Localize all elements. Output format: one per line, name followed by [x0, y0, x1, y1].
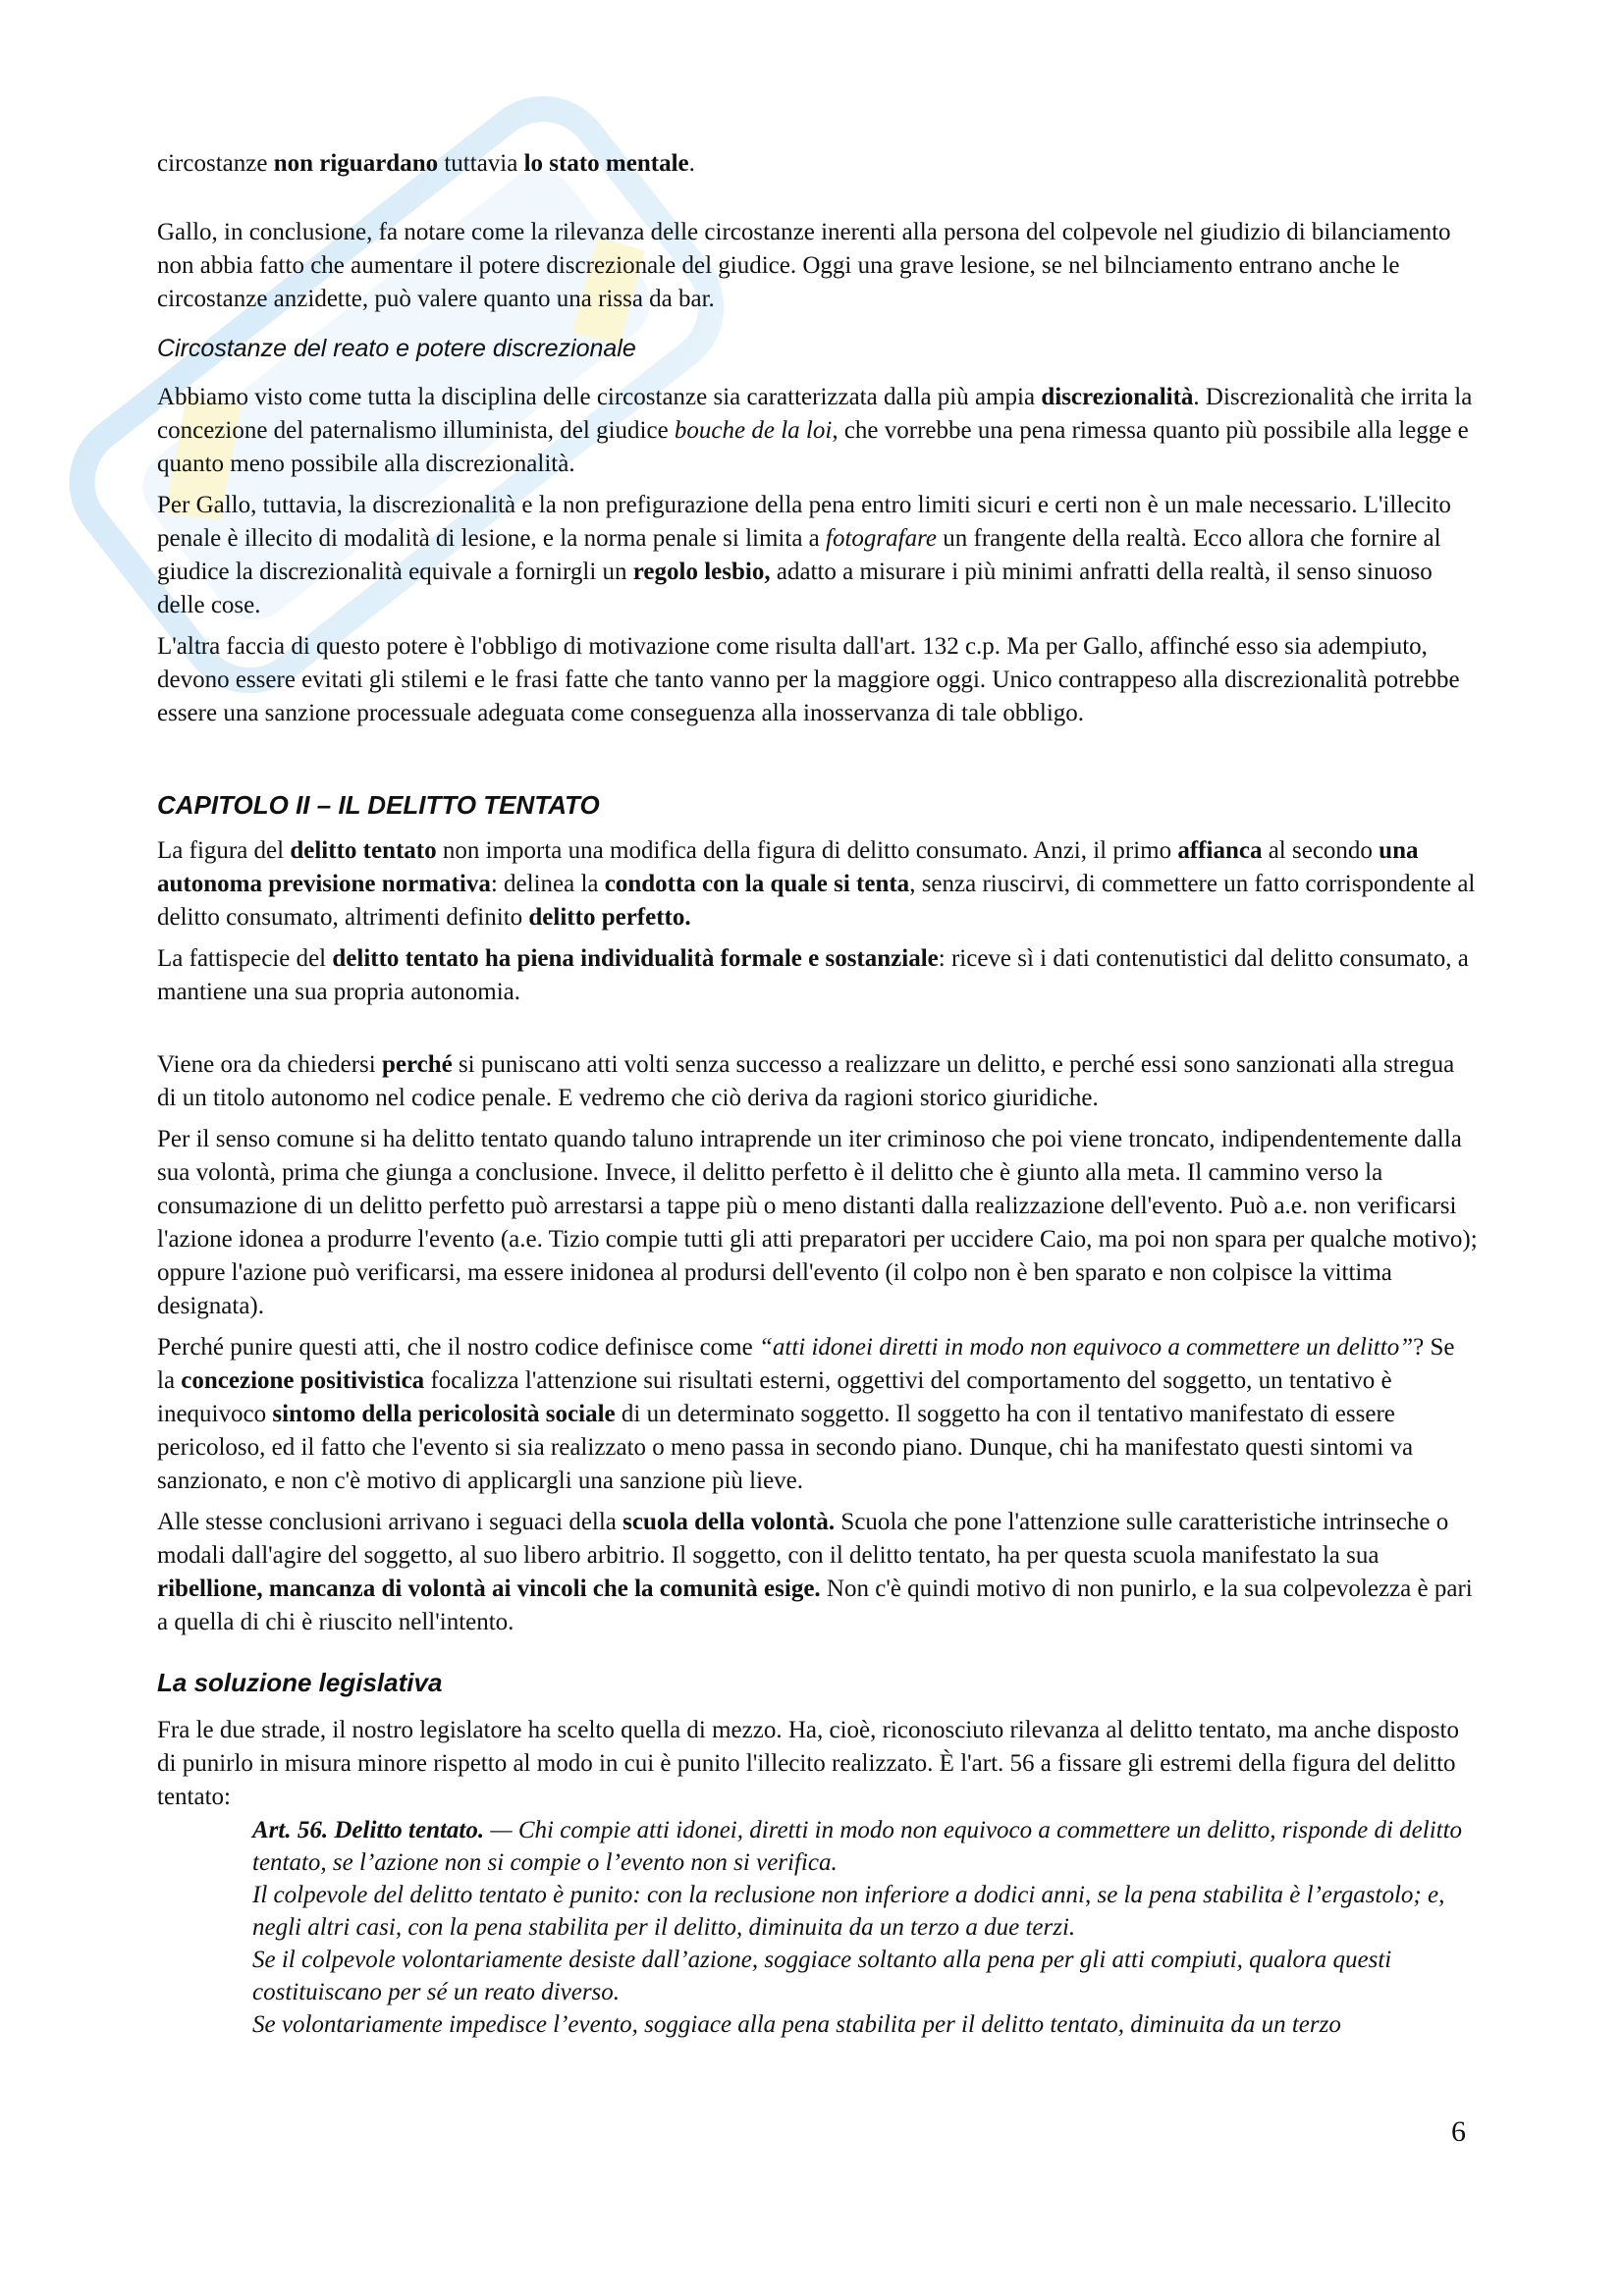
section-heading-discrezionalita: Circostanze del reato e potere discrezionale	[157, 335, 636, 362]
quote-paragraph-4: Se volontariamente impedisce l’evento, soggiace alla pena stabilita per il delitto tentato, diminuita da un terzo	[252, 2011, 1341, 2038]
paragraph-11: Alle stesse conclusioni arrivano i seguaci della scuola della volontà. Scuola che pone l'attenzione sulle caratteristiche intrinseche o modali dall'agire del soggetto, al suo libero arbitrio. Il soggetto, con il delitto tentato, ha per questa scuola manifestato la sua ribellione, mancanza di volontà ai vincoli che la comunità esige. Non c'è quindi motivo di non punirlo, e la sua colpevolezza è pari a quella di chi è riuscito nell'intento.	[157, 1509, 1473, 1635]
paragraph-7: La fattispecie del delitto tentato ha piena individualità formale e sostanziale: riceve sì i dati contenutistici dal delitto consumato, a mantiene una sua propria autonomia.	[157, 945, 1469, 1005]
quote-paragraph-3: Se il colpevole volontariamente desiste dall’azione, soggiace soltanto alla pena per gli atti compiuti, qualora questi costituiscano per sé un reato diverso.	[252, 1947, 1392, 2005]
paragraph-2: Gallo, in conclusione, fa notare come la rilevanza delle circostanze inerenti alla persona del colpevole nel giudizio di bilanciamento non abbia fatto che aumentare il potere discrezionale del giudice. Oggi una grave lesione, se nel bilnciamento entrano anche le circostanze anzidette, può valere quanto una rissa da bar.	[157, 219, 1451, 312]
paragraph-5: L'altra faccia di questo potere è l'obbligo di motivazione come risulta dall'art. 132 c.p. Ma per Gallo, affinché esso sia adempiuto, devono essere evitati gli stilemi e le frasi fatte che tanto vanno per la maggiore oggi. Unico contrappeso alla discrezionalità potrebbe essere una sanzione processuale adeguata come conseguenza alla inosservanza di tale obbligo.	[157, 633, 1460, 726]
document-page	[157, 147, 1478, 2041]
paragraph-12: Fra le due strade, il nostro legislatore ha scelto quella di mezzo. Ha, cioè, riconosciuto rilevanza al delitto tentato, ma anche disposto di punirlo in misura minore rispetto al modo in cui è punito l'illecito realizzato. È l'art. 56 a fissare gli estremi della figura del delitto tentato:	[157, 1717, 1459, 1810]
chapter-heading: CAPITOLO II – IL DELITTO TENTATO	[157, 790, 600, 820]
paragraph-8: Viene ora da chiedersi perché si puniscano atti volti senza successo a realizzare un delitto, e perché essi sono sanzionati alla stregua di un titolo autonomo nel codice penale. E vedremo che ciò deriva da ragioni storico giuridiche.	[157, 1051, 1455, 1111]
paragraph-1: circostanze non riguardano tuttavia lo stato mentale.	[157, 150, 695, 177]
quote-paragraph-1: Art. 56. Delitto tentato. — Chi compie atti idonei, diretti in modo non equivoco a commettere un delitto, risponde di delitto tentato, se l’azione non si compie o l’evento non si verifica.	[252, 1817, 1463, 1876]
quote-paragraph-2: Il colpevole del delitto tentato è punito: con la reclusione non inferiore a dodici anni, se la pena stabilita è l’ergastolo; e, negli altri casi, con la pena stabilita per il delitto, diminuita da un terzo a due terzi.	[252, 1882, 1445, 1941]
paragraph-4: Per Gallo, tuttavia, la discrezionalità e la non prefigurazione della pena entro limiti sicuri e certi non è un male necessario. L'illecito penale è illecito di modalità di lesione, e la norma penale si limita a fotografare un frangente della realtà. Ecco allora che fornire al giudice la discrezionalità equivale a fornirgli un regolo lesbio, adatto a misurare i più minimi anfratti della realtà, il senso sinuoso delle cose.	[157, 492, 1451, 618]
page-number: 6	[1451, 2115, 1466, 2148]
section-heading-soluzione: La soluzione legislativa	[157, 1668, 443, 1697]
paragraph-9: Per il senso comune si ha delitto tentato quando taluno intraprende un iter criminoso che poi viene troncato, indipendentemente dalla sua volontà, prima che giunga a conclusione. Invece, il delitto perfetto è il delitto che è giunto alla meta. Il cammino verso la consumazione di un delitto perfetto può arrestarsi a tappe più o meno distanti dalla realizzazione dell'evento. Può a.e. non verificarsi l'azione idonea a produrre l'evento (a.e. Tizio compie tutti gli atti preparatori per uccidere Caio, ma poi non spara per qualche motivo); oppure l'azione può verificarsi, ma essere inidonea al prodursi dell'evento (il colpo non è ben sparato e non colpisce la vittima designata).	[157, 1126, 1478, 1319]
paragraph-6: La figura del delitto tentato non importa una modifica della figura di delitto consumato. Anzi, il primo affianca al secondo una autonoma previsione normativa: delinea la condotta con la quale si tenta, senza riuscirvi, di commettere un fatto corrispondente al delitto consumato, altrimenti definito delitto perfetto.	[157, 837, 1476, 931]
paragraph-10: Perché punire questi atti, che il nostro codice definisce come “atti idonei diretti in modo non equivoco a commettere un delitto”? Se la concezione positivistica focalizza l'attenzione sui risultati esterni, oggettivi del comportamento del soggetto, un tentativo è inequivoco sintomo della pericolosità sociale di un determinato soggetto. Il soggetto ha con il tentativo manifestato di essere pericoloso, ed il fatto che l'evento si sia realizzato o meno passa in secondo piano. Dunque, chi ha manifestato questi sintomi va sanzionato, e non c'è motivo di applicargli una sanzione più lieve.	[157, 1334, 1455, 1494]
paragraph-3: Abbiamo visto come tutta la disciplina delle circostanze sia caratterizzata dalla più ampia discrezionalità. Discrezionalità che irrita la concezione del paternalismo illuminista, del giudice bouche de la loi, che vorrebbe una pena rimessa quanto più possibile alla legge e quanto meno possibile alla discrezionalità.	[157, 384, 1473, 477]
article-quote	[252, 1814, 1478, 2041]
